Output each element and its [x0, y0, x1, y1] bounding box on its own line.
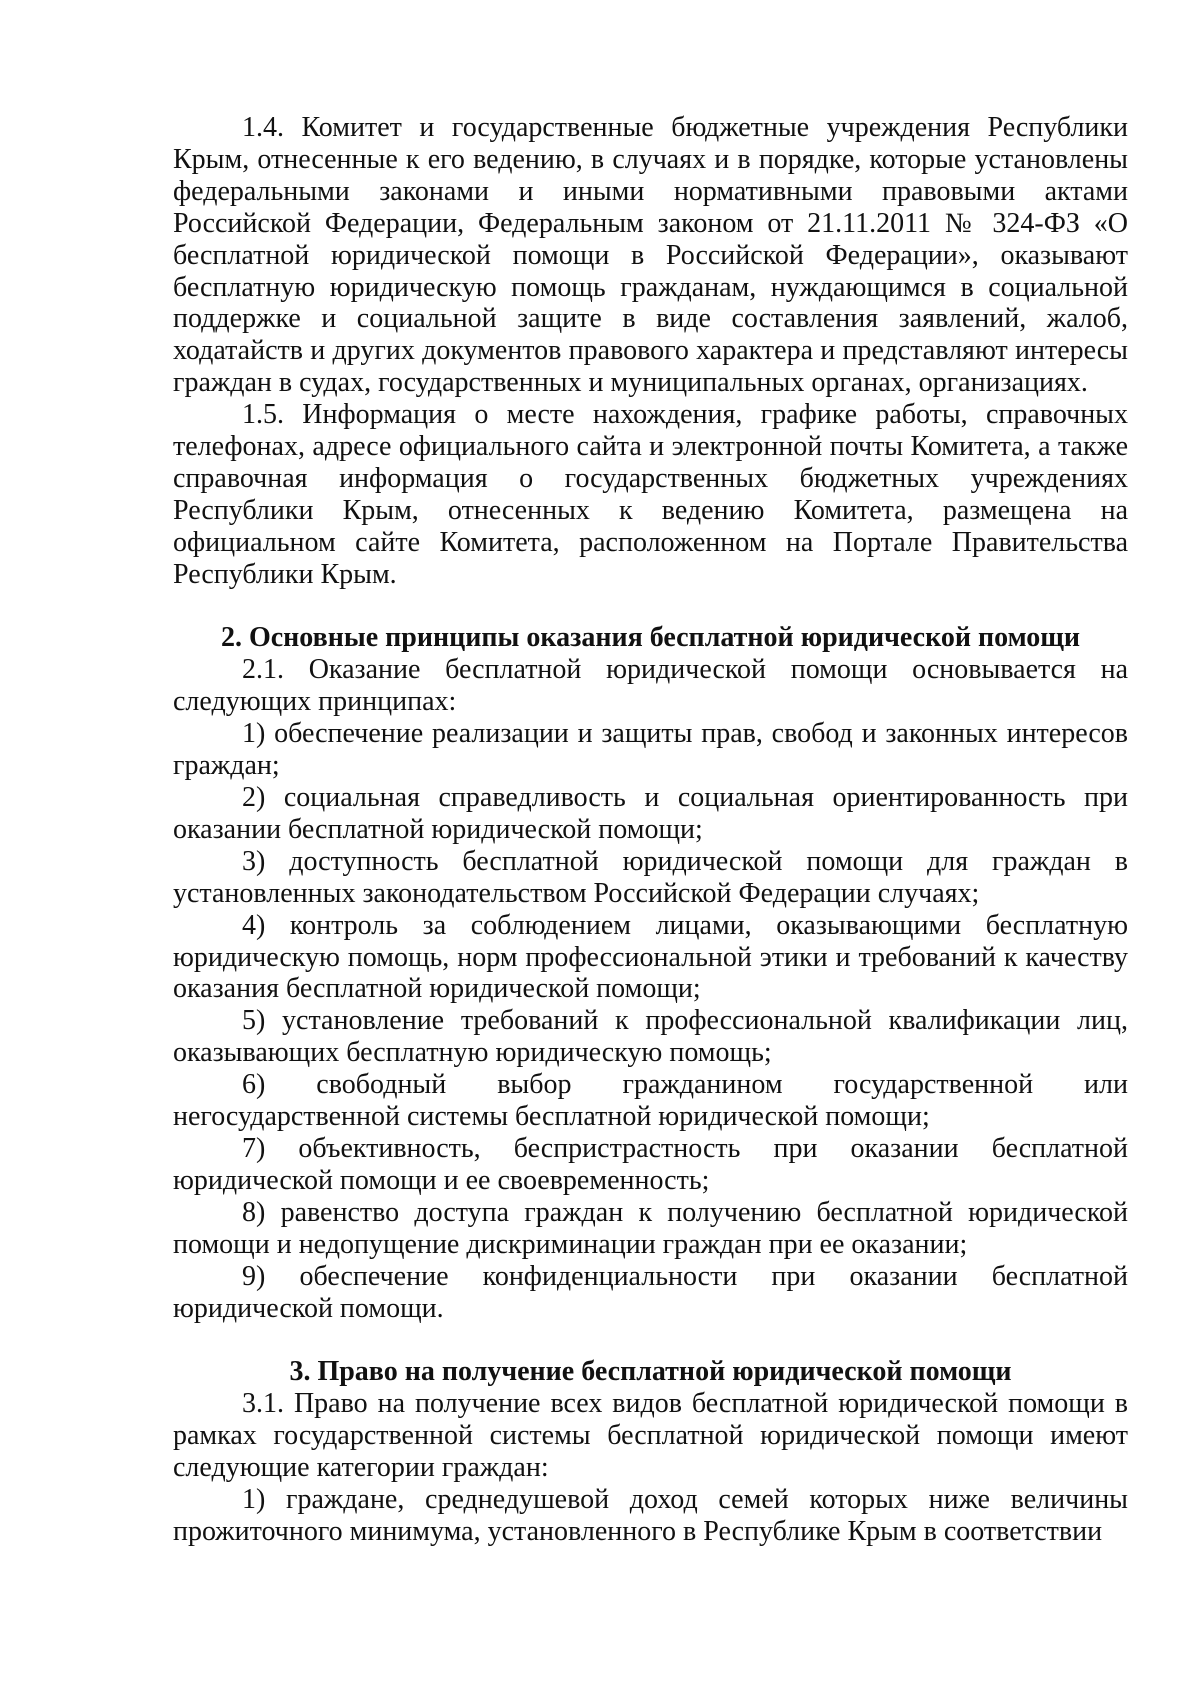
principle-item-7: 7) объективность, беспристрастность при оказании бесплатной юридической помощи и ее своевременность;	[173, 1132, 1128, 1196]
principle-item-6: 6) свободный выбор гражданином государственной или негосударственной системы бесплатной юридической помощи;	[173, 1069, 1128, 1133]
paragraph-1-4: 1.4. Комитет и государственные бюджетные учреждения Республики Крым, отнесенные к его ведению, в случаях и в порядке, которые установлены федеральными законами и иными нормативными правовыми актами Российской Федерации, Федеральным законом от 21.11.2011 № 324-ФЗ «О бесплатной юридической помощи в Российской Федерации», оказывают бесплатную юридическую помощь гражданам, нуждающимся в социальной поддержке и социальной защите в виде составления заявлений, жалоб, ходатайств и других документов правового характера и представляют интересы граждан в судах, государственных и муниципальных органах, организациях.	[173, 112, 1128, 399]
category-item-1: 1) граждане, среднедушевой доход семей которых ниже величины прожиточного минимума, установленного в Республике Крым в соответствии	[173, 1483, 1128, 1547]
principle-item-4: 4) контроль за соблюдением лицами, оказывающими бесплатную юридическую помощь, норм профессиональной этики и требований к качеству оказания бесплатной юридической помощи;	[173, 909, 1128, 1005]
principle-item-9: 9) обеспечение конфиденциальности при оказании бесплатной юридической помощи.	[173, 1260, 1128, 1324]
principle-item-5: 5) установление требований к профессиональной квалификации лиц, оказывающих бесплатную юридическую помощь;	[173, 1005, 1128, 1069]
section-3-heading: 3. Право на получение бесплатной юридической помощи	[289, 1356, 1012, 1388]
document-page	[173, 112, 1128, 1548]
principle-item-3: 3) доступность бесплатной юридической помощи для граждан в установленных законодательством Российской Федерации случаях;	[173, 845, 1128, 909]
principle-item-1: 1) обеспечение реализации и защиты прав, свобод и законных интересов граждан;	[173, 718, 1128, 782]
paragraph-3-1: 3.1. Право на получение всех видов бесплатной юридической помощи в рамках государственной системы бесплатной юридической помощи имеют следующие категории граждан:	[173, 1388, 1128, 1484]
paragraph-2-1: 2.1. Оказание бесплатной юридической помощи основывается на следующих принципах:	[173, 654, 1128, 718]
paragraph-1-5: 1.5. Информация о месте нахождения, графике работы, справочных телефонах, адресе официального сайта и электронной почты Комитета, а также справочная информация о государственных бюджетных учреждениях Республики Крым, отнесенных к ведению Комитета, размещена на официальном сайте Комитета, расположенном на Портале Правительства Республики Крым.	[173, 399, 1128, 590]
section-spacer	[173, 591, 1128, 623]
section-2-heading: 2. Основные принципы оказания бесплатной юридической помощи	[220, 622, 1081, 654]
principle-item-8: 8) равенство доступа граждан к получению бесплатной юридической помощи и недопущение дискриминации граждан при ее оказании;	[173, 1196, 1128, 1260]
section-spacer	[173, 1324, 1128, 1356]
principle-item-2: 2) социальная справедливость и социальная ориентированность при оказании бесплатной юридической помощи;	[173, 782, 1128, 845]
